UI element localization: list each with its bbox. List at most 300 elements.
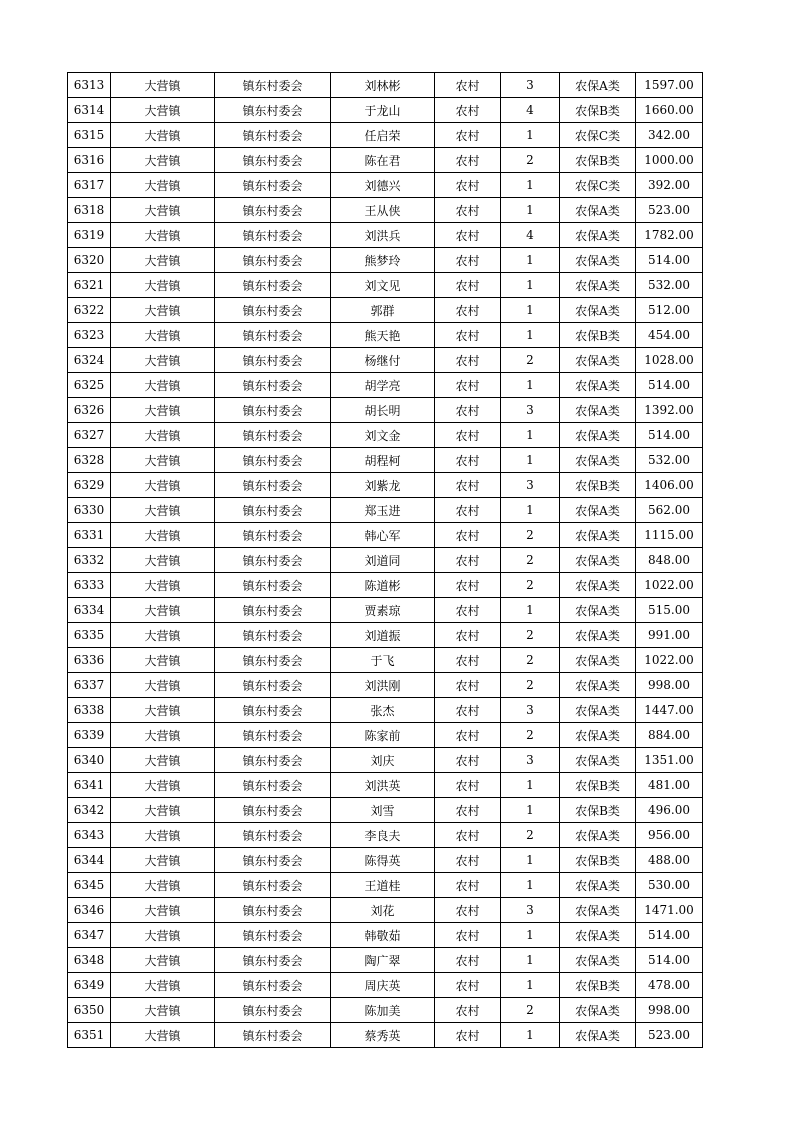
cell-village: 镇东村委会: [215, 123, 331, 148]
table-row: [68, 473, 703, 498]
cell-type: 农保A类: [560, 948, 636, 973]
cell-type: 农保A类: [560, 348, 636, 373]
cell-serial: 6316: [68, 148, 111, 173]
cell-town: 大营镇: [111, 823, 215, 848]
cell-amount: 956.00: [636, 823, 703, 848]
cell-area: 农村: [435, 898, 501, 923]
cell-area: 农村: [435, 1023, 501, 1048]
cell-area: 农村: [435, 148, 501, 173]
table-row: [68, 948, 703, 973]
cell-serial: 6340: [68, 748, 111, 773]
cell-amount: 481.00: [636, 773, 703, 798]
cell-village: 镇东村委会: [215, 448, 331, 473]
cell-type: 农保B类: [560, 148, 636, 173]
cell-town: 大营镇: [111, 73, 215, 98]
cell-serial: 6335: [68, 623, 111, 648]
cell-name: 刘洪英: [331, 773, 435, 798]
cell-serial: 6329: [68, 473, 111, 498]
cell-village: 镇东村委会: [215, 748, 331, 773]
cell-serial: 6336: [68, 648, 111, 673]
cell-name: 胡长明: [331, 398, 435, 423]
cell-type: 农保A类: [560, 998, 636, 1023]
cell-amount: 1392.00: [636, 398, 703, 423]
cell-town: 大营镇: [111, 473, 215, 498]
cell-name: 于龙山: [331, 98, 435, 123]
table-row: [68, 1023, 703, 1048]
table-row: [68, 248, 703, 273]
cell-name: 刘庆: [331, 748, 435, 773]
cell-people: 3: [501, 698, 560, 723]
cell-village: 镇东村委会: [215, 248, 331, 273]
cell-village: 镇东村委会: [215, 548, 331, 573]
cell-people: 1: [501, 248, 560, 273]
cell-area: 农村: [435, 723, 501, 748]
table-row: [68, 398, 703, 423]
cell-name: 张杰: [331, 698, 435, 723]
cell-people: 2: [501, 648, 560, 673]
cell-name: 李良夫: [331, 823, 435, 848]
cell-type: 农保A类: [560, 673, 636, 698]
cell-name: 陈得英: [331, 848, 435, 873]
cell-type: 农保A类: [560, 623, 636, 648]
relief-table: [67, 72, 703, 1048]
cell-type: 农保A类: [560, 748, 636, 773]
cell-name: 郑玉进: [331, 498, 435, 523]
cell-type: 农保A类: [560, 223, 636, 248]
cell-area: 农村: [435, 523, 501, 548]
table-row: [68, 123, 703, 148]
cell-people: 2: [501, 148, 560, 173]
cell-type: 农保A类: [560, 423, 636, 448]
cell-village: 镇东村委会: [215, 398, 331, 423]
cell-village: 镇东村委会: [215, 73, 331, 98]
cell-amount: 514.00: [636, 248, 703, 273]
cell-town: 大营镇: [111, 398, 215, 423]
cell-serial: 6317: [68, 173, 111, 198]
cell-serial: 6330: [68, 498, 111, 523]
cell-type: 农保A类: [560, 1023, 636, 1048]
cell-area: 农村: [435, 873, 501, 898]
table-row: [68, 198, 703, 223]
cell-people: 1: [501, 798, 560, 823]
cell-area: 农村: [435, 173, 501, 198]
cell-amount: 1115.00: [636, 523, 703, 548]
cell-name: 刘德兴: [331, 173, 435, 198]
cell-town: 大营镇: [111, 948, 215, 973]
cell-people: 1: [501, 873, 560, 898]
table-row: [68, 773, 703, 798]
cell-amount: 523.00: [636, 198, 703, 223]
cell-people: 1: [501, 173, 560, 198]
cell-village: 镇东村委会: [215, 348, 331, 373]
table-row: [68, 623, 703, 648]
cell-amount: 532.00: [636, 448, 703, 473]
cell-serial: 6332: [68, 548, 111, 573]
cell-area: 农村: [435, 73, 501, 98]
table-row: [68, 273, 703, 298]
cell-type: 农保B类: [560, 973, 636, 998]
cell-amount: 514.00: [636, 923, 703, 948]
cell-serial: 6341: [68, 773, 111, 798]
cell-people: 3: [501, 398, 560, 423]
cell-name: 贾素琼: [331, 598, 435, 623]
table-row: [68, 923, 703, 948]
cell-village: 镇东村委会: [215, 898, 331, 923]
cell-people: 1: [501, 198, 560, 223]
cell-amount: 1471.00: [636, 898, 703, 923]
cell-people: 1: [501, 498, 560, 523]
cell-village: 镇东村委会: [215, 823, 331, 848]
cell-people: 3: [501, 73, 560, 98]
cell-type: 农保B类: [560, 773, 636, 798]
cell-town: 大营镇: [111, 773, 215, 798]
cell-amount: 1022.00: [636, 648, 703, 673]
cell-area: 农村: [435, 323, 501, 348]
cell-village: 镇东村委会: [215, 423, 331, 448]
cell-type: 农保B类: [560, 323, 636, 348]
cell-serial: 6349: [68, 973, 111, 998]
cell-village: 镇东村委会: [215, 1023, 331, 1048]
table-row: [68, 973, 703, 998]
cell-amount: 1351.00: [636, 748, 703, 773]
table-row: [68, 298, 703, 323]
cell-town: 大营镇: [111, 423, 215, 448]
table-body: [68, 73, 703, 1048]
cell-town: 大营镇: [111, 523, 215, 548]
cell-town: 大营镇: [111, 698, 215, 723]
cell-village: 镇东村委会: [215, 298, 331, 323]
cell-amount: 514.00: [636, 948, 703, 973]
cell-town: 大营镇: [111, 648, 215, 673]
cell-people: 4: [501, 98, 560, 123]
cell-serial: 6322: [68, 298, 111, 323]
cell-serial: 6339: [68, 723, 111, 748]
cell-village: 镇东村委会: [215, 923, 331, 948]
cell-type: 农保A类: [560, 648, 636, 673]
cell-amount: 342.00: [636, 123, 703, 148]
cell-village: 镇东村委会: [215, 673, 331, 698]
cell-type: 农保A类: [560, 598, 636, 623]
cell-name: 陈道彬: [331, 573, 435, 598]
cell-people: 2: [501, 998, 560, 1023]
cell-amount: 478.00: [636, 973, 703, 998]
cell-people: 2: [501, 548, 560, 573]
cell-serial: 6347: [68, 923, 111, 948]
cell-type: 农保C类: [560, 173, 636, 198]
cell-people: 2: [501, 823, 560, 848]
cell-town: 大营镇: [111, 673, 215, 698]
cell-town: 大营镇: [111, 573, 215, 598]
cell-area: 农村: [435, 123, 501, 148]
cell-area: 农村: [435, 773, 501, 798]
cell-type: 农保A类: [560, 523, 636, 548]
cell-name: 郭群: [331, 298, 435, 323]
table-row: [68, 798, 703, 823]
cell-serial: 6319: [68, 223, 111, 248]
cell-people: 1: [501, 773, 560, 798]
cell-amount: 562.00: [636, 498, 703, 523]
cell-people: 3: [501, 473, 560, 498]
cell-serial: 6344: [68, 848, 111, 873]
cell-town: 大营镇: [111, 323, 215, 348]
cell-type: 农保A类: [560, 198, 636, 223]
cell-serial: 6334: [68, 598, 111, 623]
cell-town: 大营镇: [111, 173, 215, 198]
cell-serial: 6348: [68, 948, 111, 973]
table-row: [68, 373, 703, 398]
cell-type: 农保C类: [560, 123, 636, 148]
cell-village: 镇东村委会: [215, 948, 331, 973]
cell-town: 大营镇: [111, 1023, 215, 1048]
cell-village: 镇东村委会: [215, 773, 331, 798]
table-row: [68, 148, 703, 173]
cell-serial: 6328: [68, 448, 111, 473]
cell-name: 任启荣: [331, 123, 435, 148]
cell-people: 1: [501, 848, 560, 873]
cell-serial: 6314: [68, 98, 111, 123]
cell-amount: 1028.00: [636, 348, 703, 373]
cell-type: 农保A类: [560, 548, 636, 573]
cell-type: 农保A类: [560, 698, 636, 723]
cell-village: 镇东村委会: [215, 973, 331, 998]
table-row: [68, 648, 703, 673]
cell-serial: 6324: [68, 348, 111, 373]
cell-amount: 991.00: [636, 623, 703, 648]
cell-village: 镇东村委会: [215, 848, 331, 873]
cell-village: 镇东村委会: [215, 698, 331, 723]
cell-type: 农保A类: [560, 398, 636, 423]
table-row: [68, 848, 703, 873]
cell-name: 陶广翠: [331, 948, 435, 973]
table-row: [68, 448, 703, 473]
cell-area: 农村: [435, 673, 501, 698]
table-row: [68, 548, 703, 573]
cell-town: 大营镇: [111, 373, 215, 398]
cell-town: 大营镇: [111, 348, 215, 373]
cell-people: 2: [501, 573, 560, 598]
cell-people: 2: [501, 523, 560, 548]
cell-village: 镇东村委会: [215, 723, 331, 748]
cell-area: 农村: [435, 498, 501, 523]
cell-town: 大营镇: [111, 298, 215, 323]
table-row: [68, 673, 703, 698]
cell-name: 刘雪: [331, 798, 435, 823]
cell-name: 熊天艳: [331, 323, 435, 348]
cell-village: 镇东村委会: [215, 148, 331, 173]
cell-area: 农村: [435, 848, 501, 873]
cell-amount: 998.00: [636, 998, 703, 1023]
table-row: [68, 748, 703, 773]
cell-name: 刘花: [331, 898, 435, 923]
cell-serial: 6351: [68, 1023, 111, 1048]
cell-village: 镇东村委会: [215, 798, 331, 823]
cell-type: 农保A类: [560, 373, 636, 398]
cell-area: 农村: [435, 623, 501, 648]
cell-type: 农保A类: [560, 898, 636, 923]
cell-village: 镇东村委会: [215, 323, 331, 348]
cell-town: 大营镇: [111, 598, 215, 623]
cell-type: 农保B类: [560, 473, 636, 498]
cell-people: 1: [501, 123, 560, 148]
cell-area: 农村: [435, 698, 501, 723]
cell-amount: 496.00: [636, 798, 703, 823]
cell-area: 农村: [435, 223, 501, 248]
table-row: [68, 998, 703, 1023]
cell-type: 农保A类: [560, 73, 636, 98]
cell-serial: 6321: [68, 273, 111, 298]
cell-people: 4: [501, 223, 560, 248]
cell-people: 1: [501, 323, 560, 348]
cell-people: 1: [501, 423, 560, 448]
cell-name: 韩敬茹: [331, 923, 435, 948]
cell-amount: 392.00: [636, 173, 703, 198]
cell-town: 大营镇: [111, 973, 215, 998]
cell-name: 刘林彬: [331, 73, 435, 98]
cell-village: 镇东村委会: [215, 473, 331, 498]
cell-area: 农村: [435, 948, 501, 973]
cell-serial: 6333: [68, 573, 111, 598]
cell-amount: 532.00: [636, 273, 703, 298]
cell-name: 刘文金: [331, 423, 435, 448]
table-row: [68, 98, 703, 123]
cell-name: 蔡秀英: [331, 1023, 435, 1048]
cell-area: 农村: [435, 648, 501, 673]
cell-amount: 530.00: [636, 873, 703, 898]
table-row: [68, 423, 703, 448]
cell-village: 镇东村委会: [215, 873, 331, 898]
table-row: [68, 498, 703, 523]
table-row: [68, 898, 703, 923]
cell-amount: 514.00: [636, 373, 703, 398]
cell-area: 农村: [435, 598, 501, 623]
cell-people: 3: [501, 898, 560, 923]
cell-name: 胡程柯: [331, 448, 435, 473]
cell-people: 1: [501, 973, 560, 998]
cell-town: 大营镇: [111, 873, 215, 898]
cell-people: 2: [501, 723, 560, 748]
cell-people: 1: [501, 298, 560, 323]
cell-type: 农保A类: [560, 498, 636, 523]
cell-type: 农保A类: [560, 298, 636, 323]
cell-amount: 514.00: [636, 423, 703, 448]
cell-amount: 884.00: [636, 723, 703, 748]
cell-amount: 1406.00: [636, 473, 703, 498]
cell-serial: 6342: [68, 798, 111, 823]
cell-people: 1: [501, 948, 560, 973]
cell-area: 农村: [435, 198, 501, 223]
cell-name: 韩心军: [331, 523, 435, 548]
cell-village: 镇东村委会: [215, 523, 331, 548]
cell-town: 大营镇: [111, 798, 215, 823]
cell-village: 镇东村委会: [215, 998, 331, 1023]
cell-serial: 6318: [68, 198, 111, 223]
cell-serial: 6350: [68, 998, 111, 1023]
cell-serial: 6323: [68, 323, 111, 348]
cell-area: 农村: [435, 748, 501, 773]
cell-serial: 6338: [68, 698, 111, 723]
cell-town: 大营镇: [111, 198, 215, 223]
cell-type: 农保A类: [560, 873, 636, 898]
cell-people: 3: [501, 748, 560, 773]
cell-name: 刘洪刚: [331, 673, 435, 698]
table-row: [68, 173, 703, 198]
cell-name: 陈加美: [331, 998, 435, 1023]
table-row: [68, 323, 703, 348]
cell-name: 刘道振: [331, 623, 435, 648]
cell-village: 镇东村委会: [215, 173, 331, 198]
cell-name: 刘文见: [331, 273, 435, 298]
cell-town: 大营镇: [111, 123, 215, 148]
cell-town: 大营镇: [111, 148, 215, 173]
table-row: [68, 723, 703, 748]
cell-area: 农村: [435, 798, 501, 823]
table-row: [68, 523, 703, 548]
cell-type: 农保A类: [560, 248, 636, 273]
cell-area: 农村: [435, 273, 501, 298]
cell-area: 农村: [435, 923, 501, 948]
cell-village: 镇东村委会: [215, 648, 331, 673]
cell-town: 大营镇: [111, 723, 215, 748]
table-row: [68, 823, 703, 848]
cell-type: 农保B类: [560, 798, 636, 823]
cell-area: 农村: [435, 998, 501, 1023]
cell-amount: 1597.00: [636, 73, 703, 98]
cell-people: 1: [501, 923, 560, 948]
table-row: [68, 698, 703, 723]
cell-serial: 6315: [68, 123, 111, 148]
cell-name: 刘道同: [331, 548, 435, 573]
cell-area: 农村: [435, 973, 501, 998]
cell-name: 熊梦玲: [331, 248, 435, 273]
cell-serial: 6313: [68, 73, 111, 98]
cell-amount: 523.00: [636, 1023, 703, 1048]
cell-town: 大营镇: [111, 273, 215, 298]
cell-type: 农保A类: [560, 448, 636, 473]
cell-area: 农村: [435, 548, 501, 573]
cell-village: 镇东村委会: [215, 573, 331, 598]
cell-village: 镇东村委会: [215, 223, 331, 248]
cell-people: 1: [501, 448, 560, 473]
cell-name: 刘洪兵: [331, 223, 435, 248]
cell-town: 大营镇: [111, 998, 215, 1023]
cell-amount: 1022.00: [636, 573, 703, 598]
table-row: [68, 348, 703, 373]
cell-village: 镇东村委会: [215, 623, 331, 648]
cell-town: 大营镇: [111, 848, 215, 873]
cell-people: 1: [501, 598, 560, 623]
cell-name: 王从侠: [331, 198, 435, 223]
table-row: [68, 223, 703, 248]
cell-town: 大营镇: [111, 223, 215, 248]
cell-name: 陈家前: [331, 723, 435, 748]
cell-town: 大营镇: [111, 248, 215, 273]
cell-area: 农村: [435, 423, 501, 448]
cell-type: 农保A类: [560, 923, 636, 948]
cell-name: 周庆英: [331, 973, 435, 998]
table-row: [68, 573, 703, 598]
cell-area: 农村: [435, 98, 501, 123]
cell-amount: 848.00: [636, 548, 703, 573]
cell-amount: 1660.00: [636, 98, 703, 123]
cell-town: 大营镇: [111, 748, 215, 773]
cell-town: 大营镇: [111, 498, 215, 523]
cell-serial: 6327: [68, 423, 111, 448]
cell-town: 大营镇: [111, 448, 215, 473]
cell-area: 农村: [435, 348, 501, 373]
cell-village: 镇东村委会: [215, 598, 331, 623]
cell-type: 农保A类: [560, 823, 636, 848]
cell-name: 王道桂: [331, 873, 435, 898]
